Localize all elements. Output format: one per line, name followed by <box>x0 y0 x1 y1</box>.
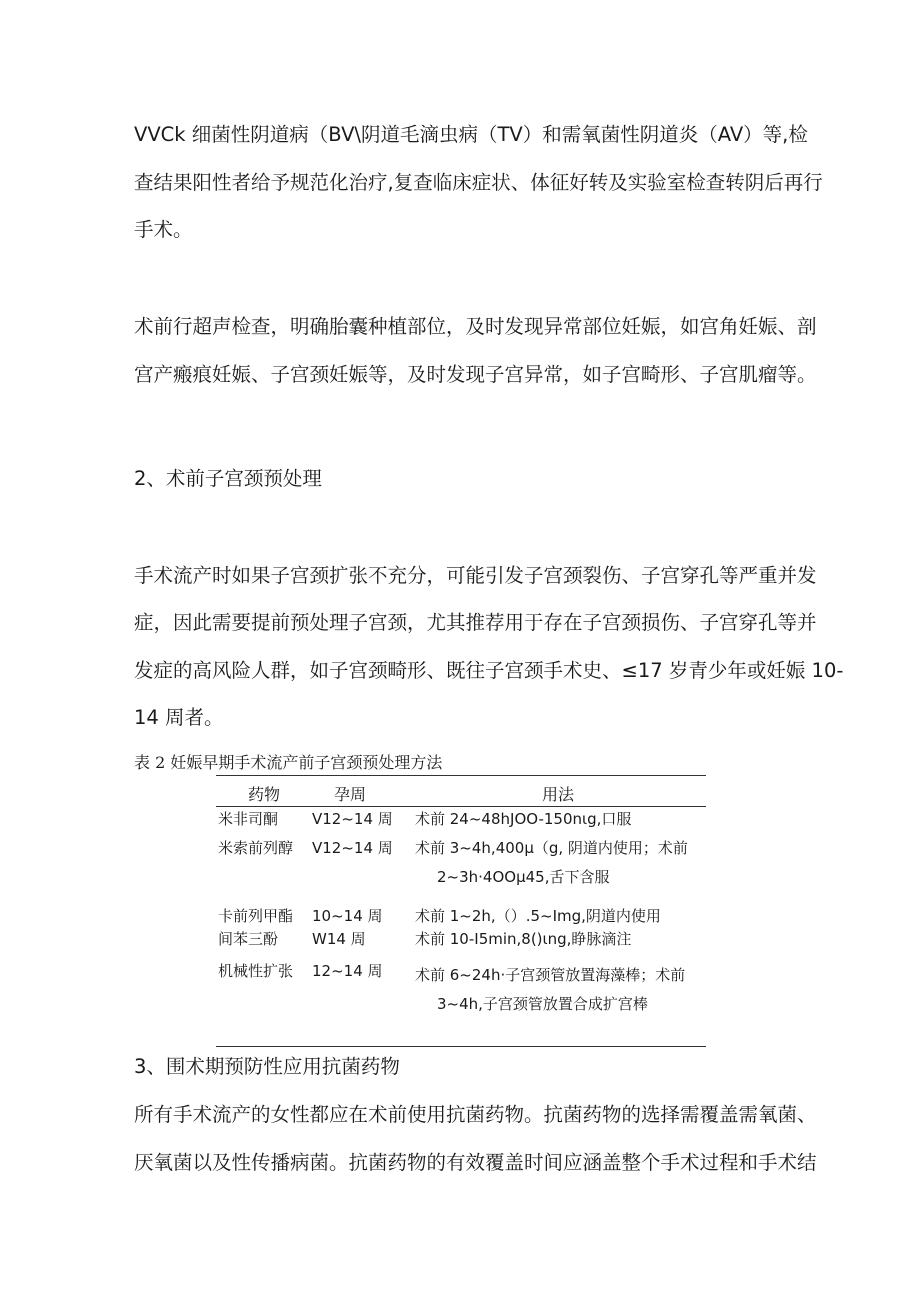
table-cell-week: 10~14 周 <box>312 907 383 925</box>
paragraph-line: 所有手术流产的女性都应在术前使用抗菌药物。抗菌药物的选择需覆盖需氧菌、 <box>134 1103 817 1126</box>
paragraph-line: 手术。 <box>134 218 193 241</box>
paragraph-line: 发症的高风险人群，如子宫颈畸形、既往子宫颈手术史、≤17 岁青少年或妊娠 10- <box>134 659 844 682</box>
table-cell-usage: 术前 3~4h,400μ（g, 阴道内使用；术前 <box>415 839 688 857</box>
paragraph-line: 术前行超声检查，明确胎囊种植部位，及时发现异常部位妊娠，如宫角妊娠、剖 <box>134 315 817 338</box>
table-cell-week: V12~14 周 <box>312 839 393 857</box>
table-cell-usage-cont: 3~4h,子宫颈管放置合成扩宫棒 <box>437 995 648 1013</box>
paragraph-line: 宫产瘢痕妊娠、子宫颈妊娠等，及时发现子宫异常，如子宫畸形、子宫肌瘤等。 <box>134 363 817 386</box>
table-cell-week: V12~14 周 <box>312 810 393 828</box>
table-cell-drug: 机械性扩张 <box>218 962 294 980</box>
table-cell-usage: 术前 10-I5min,8()ιng,睁脉滴注 <box>415 930 632 948</box>
section-heading: 2、术前子宫颈预处理 <box>134 467 322 490</box>
table-cell-week: W14 周 <box>312 930 366 948</box>
table-cell-usage-cont: 2~3h·4OOμ45,舌下含服 <box>437 868 610 886</box>
table-header-drug: 药物 <box>248 785 281 804</box>
section-heading: 3、围术期预防性应用抗菌药物 <box>134 1055 400 1078</box>
table-cell-drug: 米非司酮 <box>218 810 279 828</box>
table-header-week: 孕周 <box>334 785 367 804</box>
table-cell-drug: 米索前列醇 <box>218 839 294 857</box>
table-header-rule <box>216 806 706 807</box>
table-cell-usage: 术前 24~48hJOO-150nιg,口服 <box>415 810 632 828</box>
paragraph-line: 手术流产时如果子宫颈扩张不充分，可能引发子宫颈裂伤、子宫穿孔等严重并发 <box>134 564 817 587</box>
table-cell-usage: 术前 6~24h·子宫颈管放置海藻棒；术前 <box>415 966 686 984</box>
paragraph-line: 14 周者。 <box>134 706 224 729</box>
paragraph-line: VVCk 细菌性阴道病（BV\阴道毛滴虫病（TV）和需氧菌性阴道炎（AV）等,检 <box>134 123 808 146</box>
paragraph-line: 查结果阳性者给予规范化治疗,复查临床症状、体征好转及实验室检查转阴后再行 <box>134 171 823 194</box>
table-cell-drug: 卡前列甲酯 <box>218 907 294 925</box>
table-top-rule <box>216 775 706 776</box>
table-bottom-rule <box>216 1046 706 1047</box>
table-cell-usage: 术前 1~2h,（）.5~Img,阴道内使用 <box>415 907 661 925</box>
paragraph-line: 症，因此需要提前预处理子宫颈，尤其推荐用于存在子宫颈损伤、子宫穿孔等并 <box>134 611 817 634</box>
paragraph-line: 厌氧菌以及性传播病菌。抗菌药物的有效覆盖时间应涵盖整个手术过程和手术结 <box>134 1151 817 1174</box>
table-cell-drug: 间苯三酚 <box>218 930 279 948</box>
table-header-usage: 用法 <box>542 785 575 804</box>
table-caption: 表 2 妊娠早期手术流产前子宫颈预处理方法 <box>134 753 443 772</box>
table-cell-week: 12~14 周 <box>312 962 383 980</box>
